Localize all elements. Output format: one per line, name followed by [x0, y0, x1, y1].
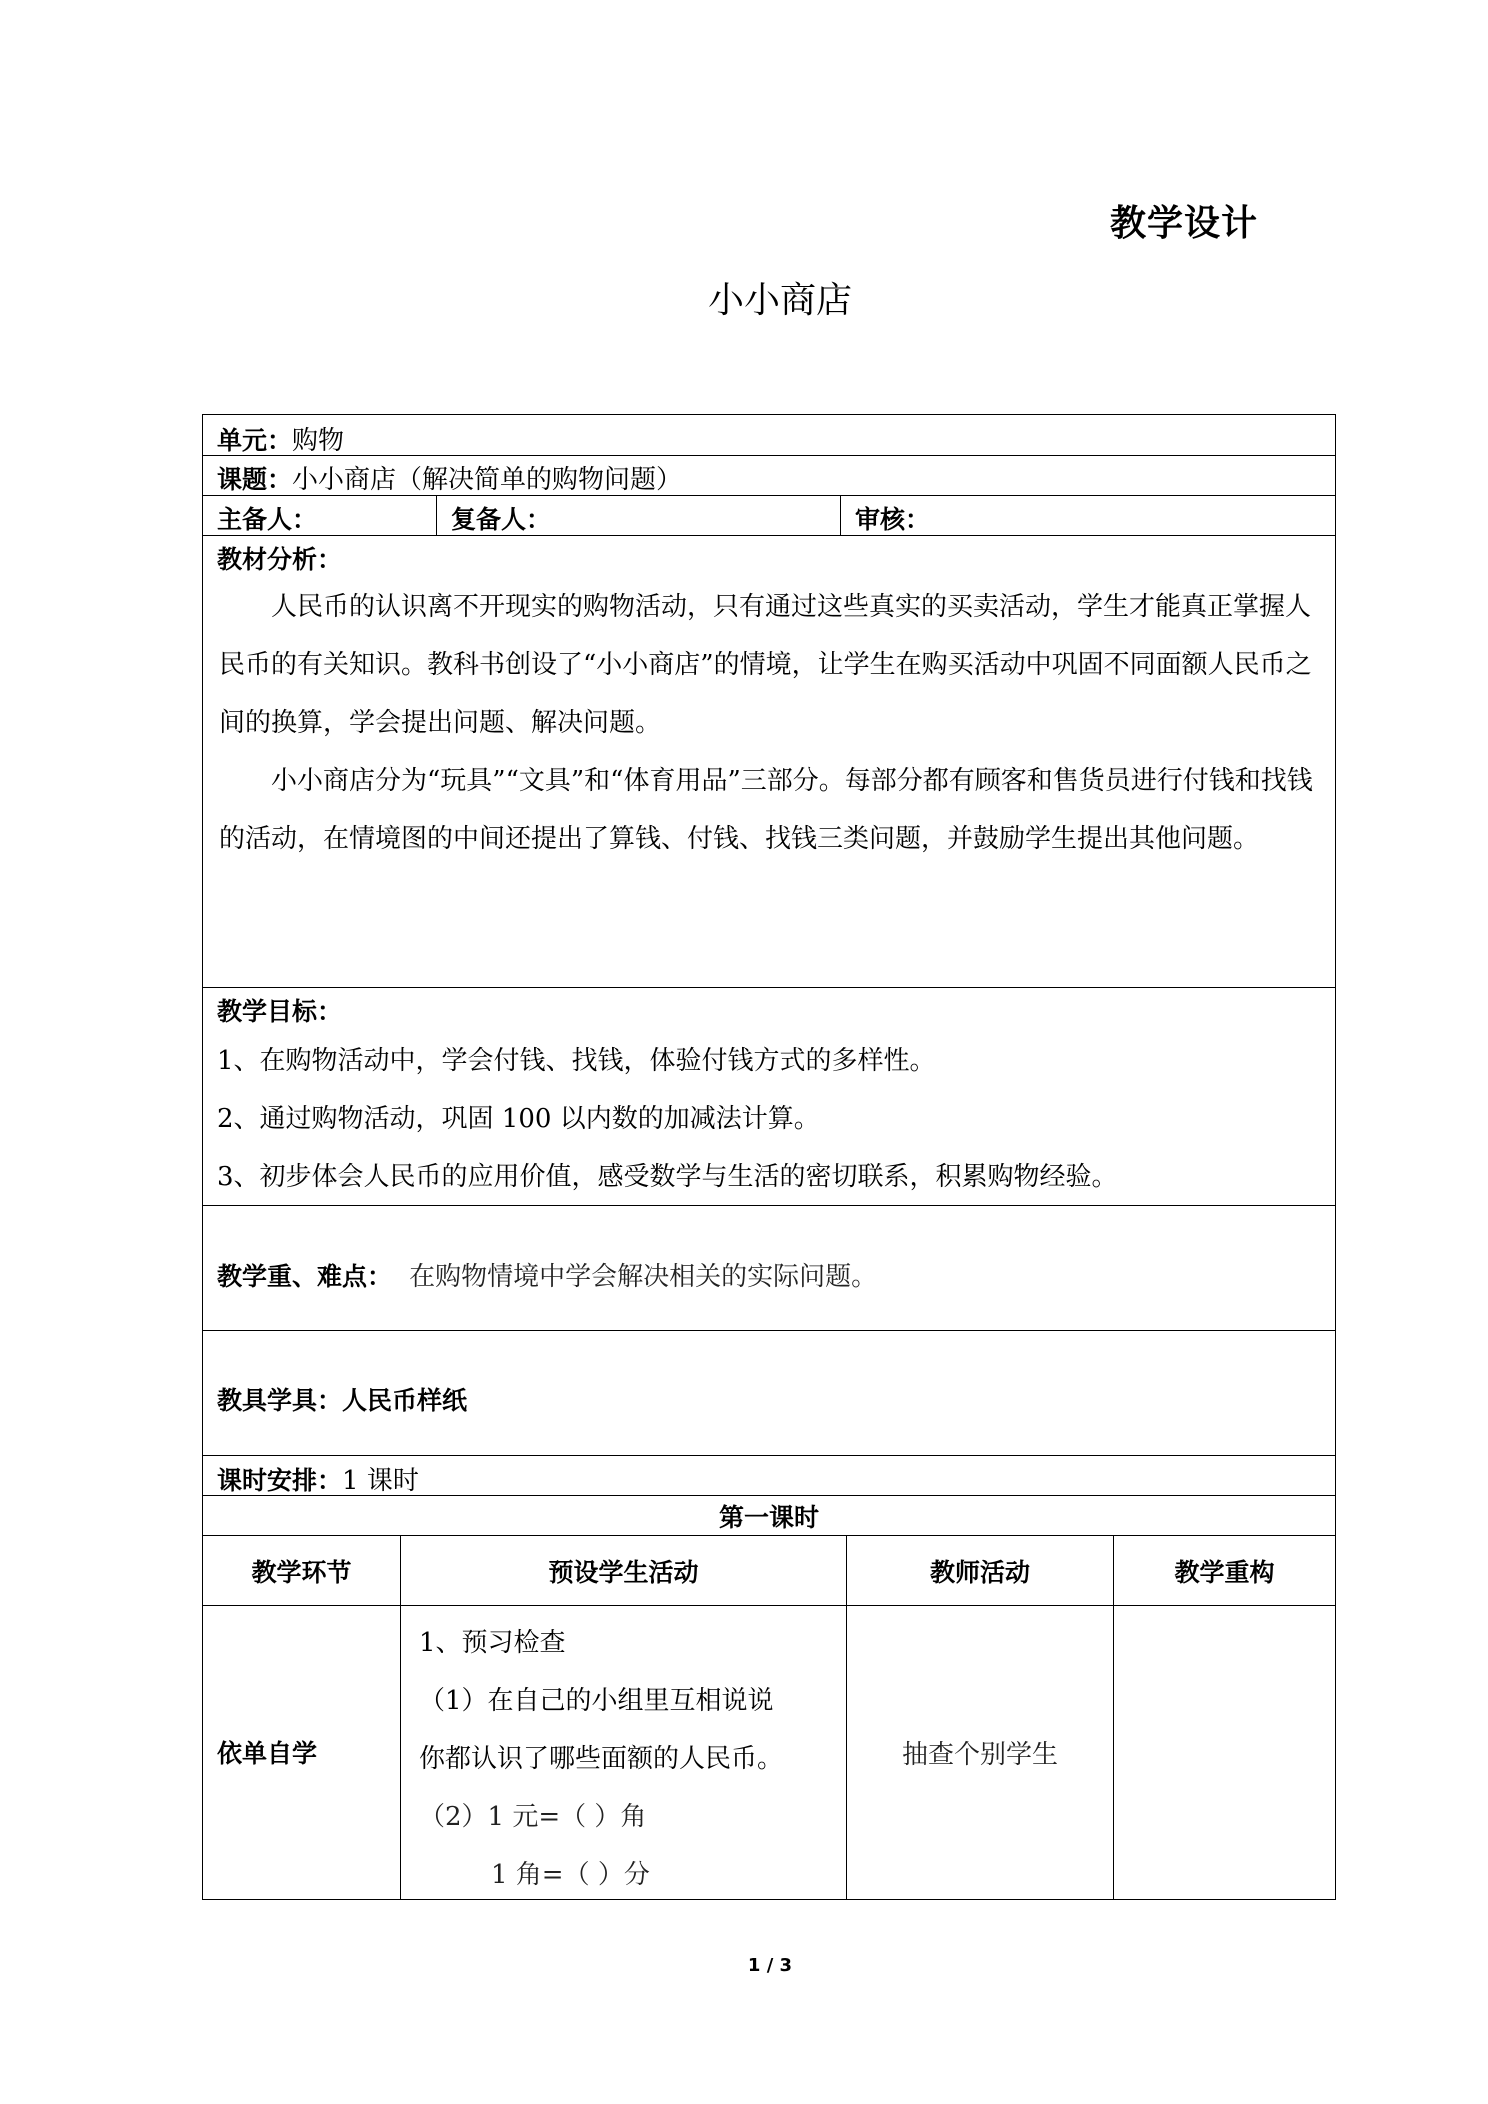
header-stage: 教学环节	[251, 1557, 352, 1587]
student-activity-line: 你都认识了哪些面额的人民币。	[419, 1744, 784, 1774]
rebuild-cell	[1113, 1606, 1335, 1899]
goal-item: 1、在购物活动中，学会付钱、找钱，体验付钱方式的多样性。	[217, 1046, 936, 1076]
unit-row	[202, 414, 1336, 456]
header-teacher-activity: 教师活动	[929, 1557, 1030, 1587]
student-activity-line: （2）1 元=（ ）角	[419, 1802, 647, 1832]
analysis-label: 教材分析：	[217, 545, 343, 574]
key-points-label: 教学重、难点：	[217, 1262, 393, 1291]
analysis-paragraph: 小小商店分为“玩具”“文具”和“体育用品”三部分。每部分都有顾客和售货员进行付钱和找钱的活动，在情境图的中间还提出了算钱、付钱、找钱三类问题，并鼓励学生提出其他问题。	[219, 766, 1313, 854]
document-title: 小小商店	[707, 280, 852, 321]
preparer-row	[202, 496, 1336, 536]
lesson-title: 第一课时	[718, 1502, 819, 1532]
tools-label: 教具学具：人民币样纸	[217, 1386, 468, 1415]
student-activity-line: 1 角=（ ）分	[491, 1860, 650, 1890]
lesson-header-row	[202, 1536, 1336, 1606]
header-rebuild: 教学重构	[1174, 1557, 1275, 1587]
student-activity-line: 1、预习检查	[419, 1628, 566, 1658]
schedule-label: 课时安排：	[217, 1466, 343, 1495]
goal-item: 3、初步体会人民币的应用价值，感受数学与生活的密切联系，积累购物经验。	[217, 1162, 1118, 1192]
topic-row	[202, 456, 1336, 496]
goals-section	[202, 988, 1336, 1206]
co-preparer-label: 复备人：	[451, 505, 552, 534]
student-activity-line: （1）在自己的小组里互相说说	[419, 1686, 774, 1716]
preparer-label: 主备人：	[217, 505, 318, 534]
document-heading: 教学设计	[1110, 203, 1259, 244]
goal-item: 2、通过购物活动，巩固 100 以内数的加减法计算。	[217, 1104, 820, 1134]
stage-label: 依单自学	[217, 1739, 318, 1768]
header-student-activity: 预设学生活动	[548, 1557, 699, 1587]
page-number: 1 / 3	[747, 1955, 793, 1976]
analysis-section	[202, 536, 1336, 988]
reviewer-label: 审核：	[855, 505, 931, 534]
topic-label: 课题：	[217, 465, 293, 494]
key-points-value: 在购物情境中学会解决相关的实际问题。	[409, 1262, 878, 1292]
tools-section	[202, 1331, 1336, 1456]
key-points-section	[202, 1206, 1336, 1331]
lesson-row	[202, 1606, 1336, 1900]
unit-label: 单元：	[217, 426, 293, 455]
analysis-paragraph: 人民币的认识离不开现实的购物活动，只有通过这些真实的买卖活动，学生才能真正掌握人民币的有关知识。教科书创设了“小小商店”的情境，让学生在购买活动中巩固不同面额人民币之间的换算，学会提出问题、解决问题。	[219, 592, 1312, 738]
unit-value: 购物	[292, 426, 345, 456]
lesson-title-row	[202, 1496, 1336, 1536]
schedule-value: 1 课时	[342, 1466, 419, 1496]
topic-value: 小小商店（解决简单的购物问题）	[292, 465, 683, 495]
teacher-activity: 抽查个别学生	[901, 1740, 1058, 1770]
schedule-row	[202, 1456, 1336, 1496]
goals-label: 教学目标：	[217, 997, 343, 1026]
